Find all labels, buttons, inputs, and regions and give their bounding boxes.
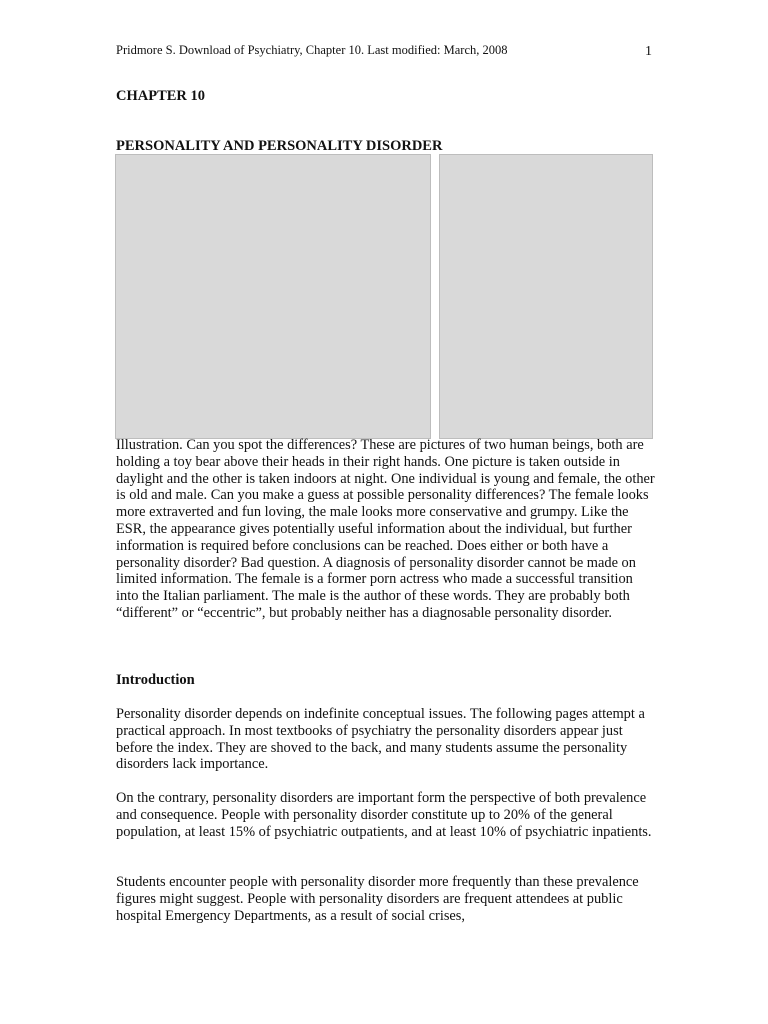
body-paragraph: Students encounter people with personality disorder more frequently than these prevalence figures might suggest. People with personality disorders are frequent attendees at public hospital Emergency Departments, as a result of social crises,: [116, 874, 639, 924]
running-title: Pridmore S. Download of Psychiatry, Chapter 10. Last modified: March, 2008: [116, 43, 508, 57]
section-heading: Introduction: [116, 672, 195, 688]
body-paragraph: Personality disorder depends on indefinite conceptual issues. The following pages attempt a practical approach. In most textbooks of psychiatry the personality disorders appear just before the index. They are shoved to the back, and many students assume the personality disorders lack importance.: [116, 706, 645, 773]
body-paragraph: On the contrary, personality disorders are important form the perspective of both prevalence and consequence. People with personality disorder constitute up to 20% of the general population, at least 15% of psychiatric outpatients, and at least 10% of psychiatric inpatients.: [116, 790, 652, 840]
running-header: [116, 42, 652, 58]
photo-placeholder-left: [115, 154, 431, 439]
photo-placeholder-right: [439, 154, 653, 439]
illustration-caption: Illustration. Can you spot the differences? These are pictures of two human beings, both are holding a toy bear above their heads in their right hands. One picture is taken outside in daylight and the other is taken indoors at night. One individual is young and female, the other is old and male. Can you make a guess at possible personality differences? The female looks more extraverted and fun loving, the male looks more conservative and grumpy. Like the ESR, the appearance gives potentially useful information about the individual, but further information is required before conclusions can be reached. Does either or both have a personality disorder? Bad question. A diagnosis of personality disorder cannot be made on limited information. The female is a former porn actress who made a successful transition into the Italian parliament. The male is the author of these words. They are probably both “different” or “eccentric”, but probably neither has a diagnosable personality disorder.: [116, 437, 655, 621]
chapter-label: CHAPTER 10: [116, 88, 206, 104]
chapter-title: PERSONALITY AND PERSONALITY DISORDER: [116, 138, 443, 154]
page-number: 1: [645, 44, 652, 59]
